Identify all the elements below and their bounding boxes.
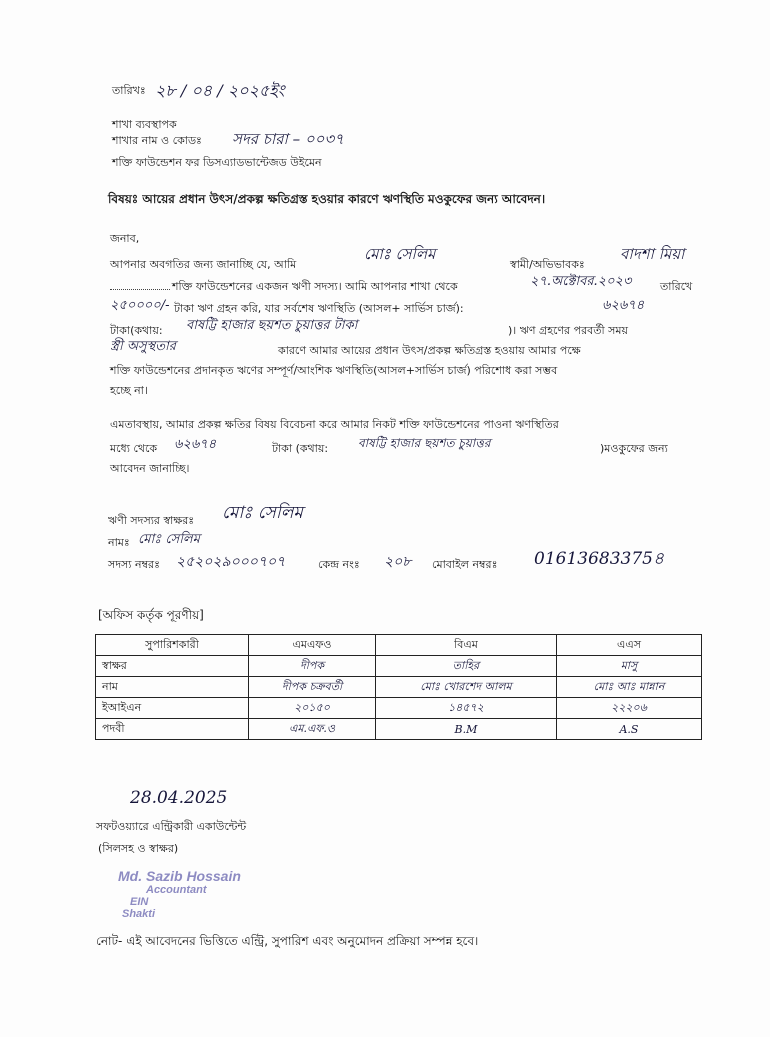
member-signature: মোঃ সেলিম: [222, 503, 303, 523]
body-text: [110, 280, 170, 294]
table-header-cell: এমএফও: [249, 635, 376, 656]
center-value: ২০৮: [384, 554, 412, 570]
body-text: আবেদন জানাচ্ছি।: [110, 462, 190, 475]
row-label: ইআইএন: [96, 698, 249, 719]
table-cell: A.S: [556, 719, 701, 740]
body-text: আপনার অবগতির জন্য জানাচ্ছি যে, আমি: [110, 258, 297, 271]
member-name-hw: মোঃ সেলিম: [364, 245, 436, 263]
body-text: হচ্ছে না।: [110, 384, 148, 397]
subject-line: বিষয়ঃ আয়ের প্রধান উৎস/প্রকল্প ক্ষতিগ্রস্ত হওয়ার কারণে ঋণস্থিতি মওকুফের জন্য আবেদন।: [108, 192, 546, 206]
body-text: তারিখে: [660, 280, 693, 293]
manager-line: শাখা ব্যবস্থাপক: [112, 118, 177, 131]
body-text: স্বামী/অভিভাবকঃ: [510, 258, 585, 271]
accountant-label: সফটওয়্যারে এন্ট্রিকারী একাউন্টেন্ট: [96, 820, 247, 833]
waiver-amount-hw: ৬২৬৭৪: [174, 437, 217, 452]
stamp-name: Md. Sazib Hossain: [118, 868, 241, 884]
date-value: ২৮ / ০৪ / ২০২৫ইং: [155, 81, 285, 100]
table-cell: মোঃ খোরশেদ আলম: [375, 677, 556, 698]
member-no-label: সদস্য নম্বরঃ: [108, 558, 160, 571]
body-text: শক্তি ফাউন্ডেশনের একজন ঋণী সদস্য। আমি আপনার শাখা থেকে: [172, 280, 458, 293]
stamp-ein: EIN: [130, 896, 149, 908]
table-cell: মোঃ আঃ মান্নান: [556, 677, 701, 698]
table-cell: ২২২০৬: [556, 698, 701, 719]
office-table: [95, 634, 702, 740]
center-label: কেন্দ্র নংঃ: [318, 558, 360, 571]
table-row: [96, 719, 702, 740]
accountant-stamp: [118, 868, 241, 920]
date-label: তারিখঃ: [112, 84, 146, 97]
table-cell: B.M: [375, 719, 556, 740]
member-name-label: নামঃ: [108, 536, 130, 549]
org-name: শক্তি ফাউন্ডেশন ফর ডিসএ্যাডভান্টেজড উইমেন: [112, 156, 322, 169]
row-label: পদবী: [96, 719, 249, 740]
reason-hw: স্ত্রী অসুস্থতার: [110, 339, 176, 354]
table-cell: মাসু: [556, 656, 701, 677]
salutation: জনাব,: [110, 232, 140, 245]
member-sign-label: ঋণী সদস্যর স্বাক্ষরঃ: [108, 514, 195, 527]
accountant-signature-date: 28.04.2025: [130, 788, 228, 808]
row-label: স্বাক্ষর: [96, 656, 249, 677]
mobile-value: 01613683375৪: [534, 549, 665, 569]
body-text: টাকা ঋণ গ্রহন করি, যার সর্বশেষ ঋণস্থিতি (আসল+ সার্ভিস চার্জ):: [174, 302, 464, 315]
table-header-cell: বিএম: [375, 635, 556, 656]
stamp-org: Shakti: [122, 908, 156, 920]
body-text: )মওকুফের জন্য: [600, 442, 668, 455]
mobile-label: মোবাইল নম্বরঃ: [432, 558, 498, 571]
body-text: টাকা(কথায়:: [110, 324, 163, 337]
body-text: শক্তি ফাউন্ডেশনের প্রদানকৃত ঋণের সম্পূর্ণ/আংশিক ঋণস্থিতি(আসল+সার্ভিস চার্জ) পরিশোধ করা সম্ভব: [110, 364, 558, 377]
office-title: [অফিস কর্তৃক পূরণীয়]: [98, 608, 204, 622]
body-text: টাকা (কথায়:: [272, 442, 329, 455]
table-row: [96, 656, 702, 677]
body-text: মধ্যে থেকে: [110, 442, 158, 455]
table-header-cell: সুপারিশকারী: [96, 635, 249, 656]
branch-value: সদর চারা – ০০৩৭: [232, 130, 344, 148]
amount-words-hw: বাষট্টি হাজার ছয়শত চুয়াত্তর টাকা: [186, 318, 358, 333]
table-cell: দীপক: [249, 656, 376, 677]
seal-label: (সিলসহ ও স্বাক্ষর): [98, 842, 179, 855]
loan-date-hw: ২৭.অক্টোবর.২০২৩: [530, 274, 632, 289]
member-no-value: ২৫২০২৯০০০৭০৭: [176, 554, 286, 570]
table-row: [96, 698, 702, 719]
loan-amount-hw: ২৫০০০০/-: [110, 298, 170, 313]
guardian-hw: বাদশা মিয়া: [620, 245, 685, 263]
table-header-cell: এএস: [556, 635, 701, 656]
waiver-words-hw: বাষট্টি হাজার ছয়শত চুয়াত্তর: [358, 436, 491, 450]
table-cell: তাহির: [375, 656, 556, 677]
table-cell: এম.এফ.ও: [249, 719, 376, 740]
body-text: )। ঋণ গ্রহণের পরবর্তী সময়: [508, 324, 628, 337]
table-cell: ১৪৫৭২: [375, 698, 556, 719]
member-name-value: মোঃ সেলিম: [138, 532, 200, 547]
table-header-row: [96, 635, 702, 656]
row-label: নাম: [96, 677, 249, 698]
outstanding-hw: ৬২৬৭৪: [602, 298, 645, 313]
stamp-title: Accountant: [146, 884, 207, 896]
branch-label: শাখার নাম ও কোডঃ: [112, 134, 202, 147]
footer-note: নোট- এই আবেদনের ভিত্তিতে এন্ট্রি, সুপারিশ এবং অনুমোদন প্রক্রিয়া সম্পন্ন হবে।: [96, 934, 479, 948]
table-cell: ২০১৫০: [249, 698, 376, 719]
body-text: এমতাবস্থায়, আমার প্রকল্প ক্ষতির বিষয় বিবেচনা করে আমার নিকট শক্তি ফাউন্ডেশনের পাওনা ঋণস্থিতির: [110, 418, 559, 431]
body-text: কারণে আমার আয়ের প্রধান উৎস/প্রকল্প ক্ষতিগ্রস্ত হওয়ায় আমার পক্ষে: [278, 344, 581, 357]
table-row: [96, 677, 702, 698]
table-cell: দীপক চক্রবর্তী: [249, 677, 376, 698]
